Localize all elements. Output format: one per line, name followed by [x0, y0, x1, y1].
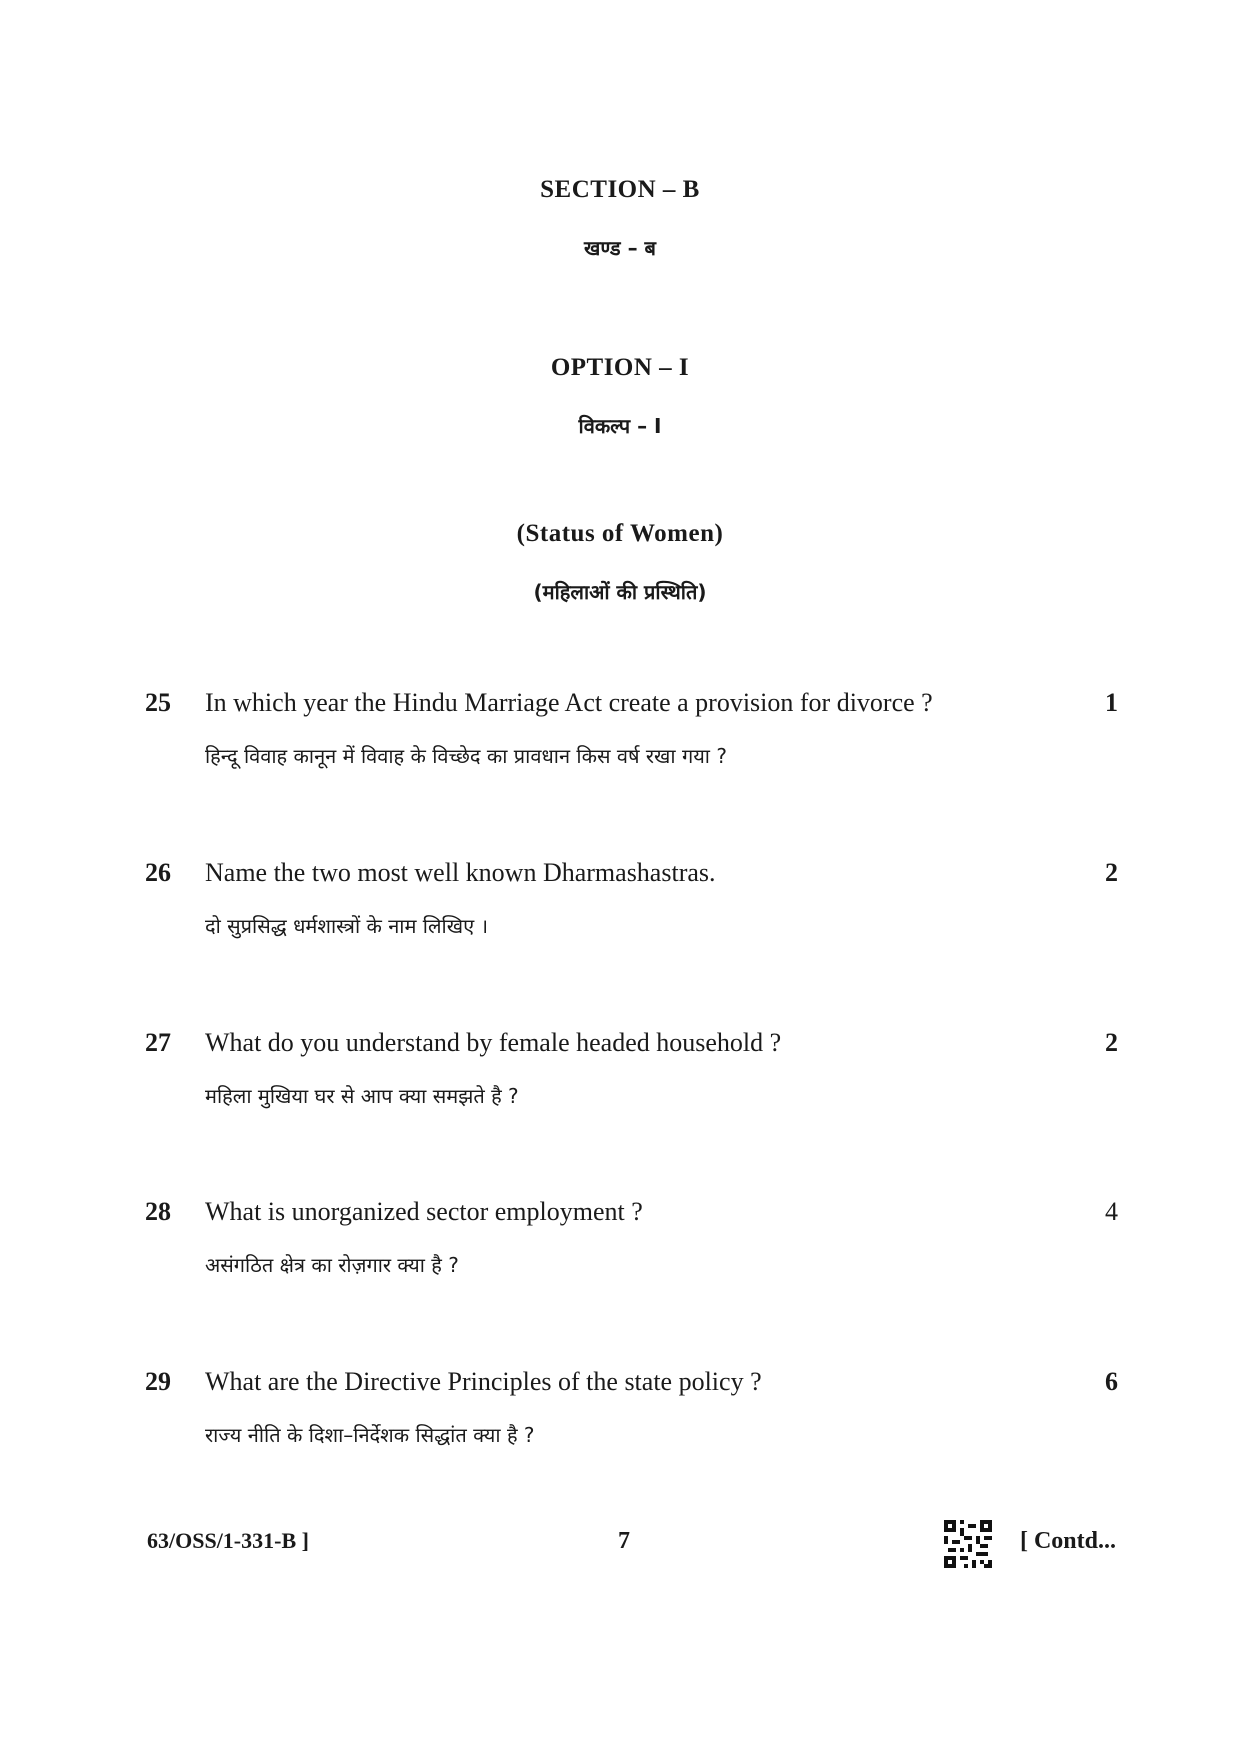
question-item	[0, 858, 1240, 968]
question-item	[0, 688, 1240, 798]
option-title: OPTION – I	[550, 354, 690, 381]
question-item	[0, 1197, 1240, 1307]
question-number: 25	[145, 688, 171, 717]
section-title: SECTION – B	[540, 176, 700, 203]
question-text-hindi: राज्य नीति के दिशा–निर्देशक सिद्धांत क्या है ?	[205, 1423, 535, 1447]
question-text-hindi: महिला मुखिया घर से आप क्या समझते है ?	[205, 1084, 519, 1108]
question-item	[0, 1367, 1240, 1477]
question-number: 28	[145, 1197, 171, 1226]
continued-label: [ Contd...	[1019, 1528, 1116, 1554]
question-marks: 4	[1105, 1197, 1118, 1226]
question-item	[0, 1028, 1240, 1138]
question-text: In which year the Hindu Marriage Act create a provision for divorce ?	[205, 688, 933, 717]
question-number: 29	[145, 1367, 171, 1396]
question-marks: 2	[1105, 1028, 1118, 1057]
question-text: What is unorganized sector employment ?	[205, 1197, 643, 1226]
paper-code: 63/OSS/1-331-B ]	[147, 1528, 309, 1553]
question-marks: 1	[1105, 688, 1118, 717]
topic-title-hindi: (महिलाओं की प्रस्थिति)	[533, 580, 707, 604]
question-text: What are the Directive Principles of the state policy ?	[205, 1367, 762, 1396]
question-text-hindi: हिन्दू विवाह कानून में विवाह के विच्छेद का प्रावधान किस वर्ष रखा गया ?	[205, 744, 727, 768]
page-number: 7	[618, 1528, 630, 1554]
question-number: 27	[145, 1028, 171, 1057]
question-marks: 2	[1105, 858, 1118, 887]
question-marks: 6	[1105, 1367, 1118, 1396]
question-text-hindi: असंगठित क्षेत्र का रोज़गार क्या है ?	[205, 1253, 459, 1277]
option-title-hindi: विकल्प – I	[578, 414, 662, 438]
question-text: What do you understand by female headed household ?	[205, 1028, 782, 1057]
section-title-hindi: खण्ड – ब	[584, 236, 656, 260]
question-text: Name the two most well known Dharmashastras.	[205, 858, 716, 887]
qr-code-icon	[944, 1520, 992, 1568]
question-text-hindi: दो सुप्रसिद्ध धर्मशास्त्रों के नाम लिखिए ।	[205, 914, 489, 938]
topic-title: (Status of Women)	[516, 520, 724, 547]
question-number: 26	[145, 858, 171, 887]
